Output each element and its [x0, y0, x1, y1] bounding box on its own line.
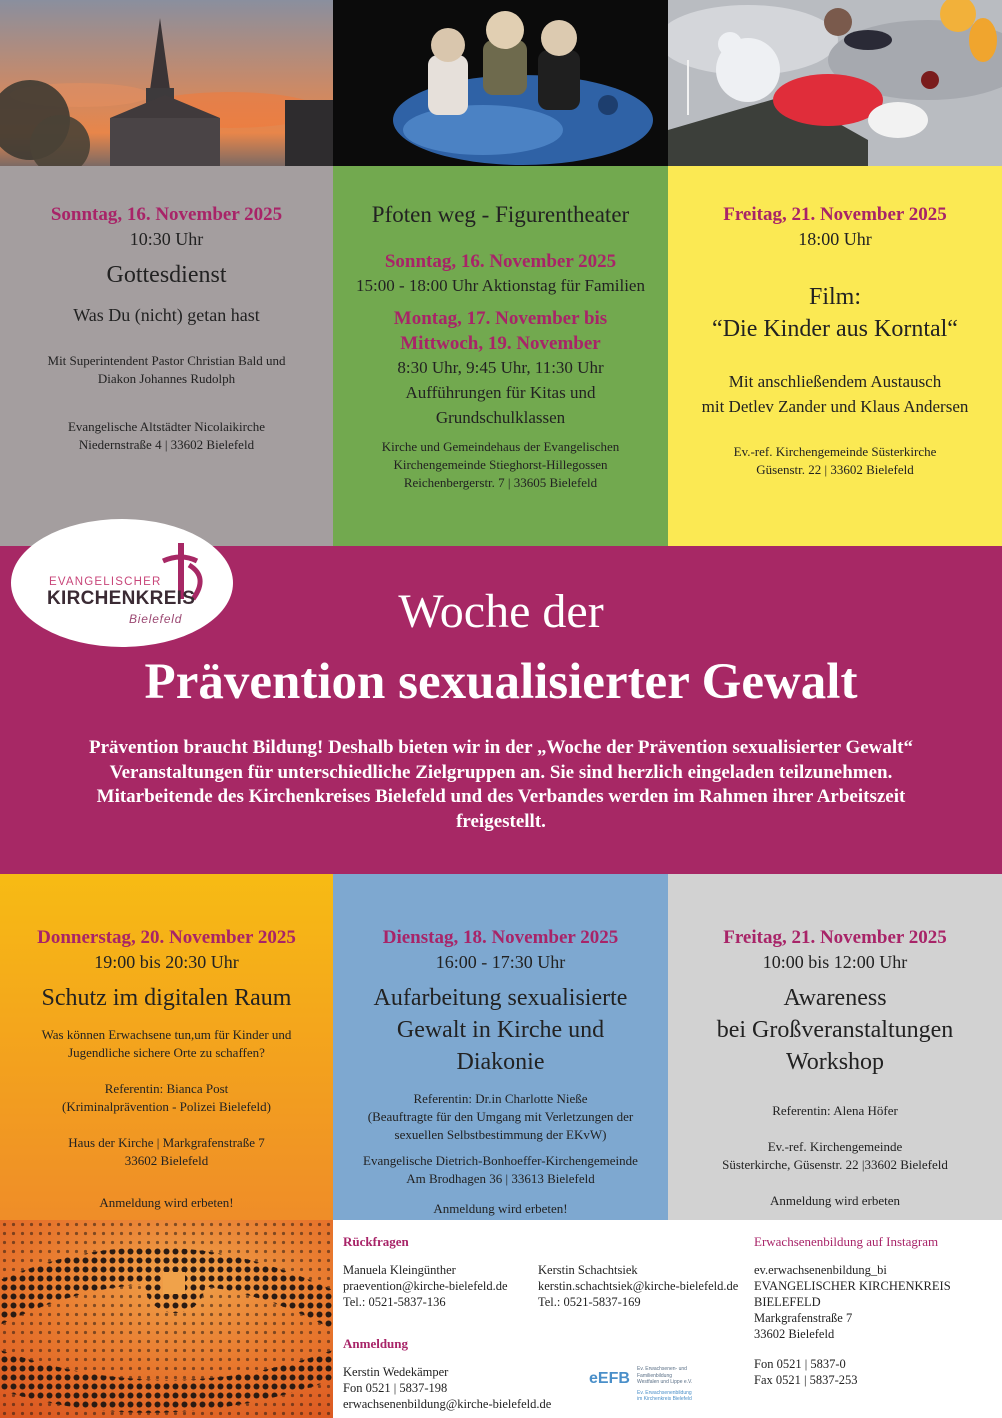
event-date: Sonntag, 16. November 2025: [50, 204, 283, 225]
anmeldung-section: [343, 1336, 551, 1412]
event-speaker: (Beauftragte für den Umgang mit Verletzungen der: [367, 1109, 634, 1124]
event-speaker: (Kriminalprävention - Polizei Bielefeld): [61, 1099, 271, 1114]
contact-email[interactable]: kerstin.schachtsiek@kirche-bielefeld.de: [538, 1279, 739, 1293]
event-figurentheater: [333, 166, 668, 546]
contact-name: Kerstin Schachtsiek: [538, 1263, 638, 1277]
event-date: Donnerstag, 20. November 2025: [37, 927, 296, 948]
anmeldung-label: Anmeldung: [343, 1336, 409, 1351]
event-registration-note: Anmeldung wird erbeten!: [433, 1201, 568, 1216]
event-title: “Die Kinder aus Korntal“: [712, 316, 958, 342]
event-time: 10:30 Uhr: [129, 229, 204, 249]
event-title: Awareness: [783, 985, 887, 1011]
event-gottesdienst: [0, 166, 333, 546]
event-venue: Ev.-ref. Kirchengemeinde: [767, 1139, 903, 1154]
eefb-line: Familienbildung: [637, 1372, 673, 1379]
contact-name: Kerstin Wedekämper: [343, 1365, 449, 1379]
contact-area: [333, 1220, 1002, 1418]
banner-text-line: Prävention braucht Bildung! Deshalb bieten wir in der „Woche der Prävention sexualisierter Gewalt“: [88, 737, 914, 758]
banner-title: Woche der: [398, 585, 604, 638]
org-street: Markgrafenstraße 7: [754, 1311, 853, 1325]
contact-email[interactable]: praevention@kirche-bielefeld.de: [343, 1279, 508, 1293]
event-venue: Güsenstr. 22 | 33602 Bielefeld: [756, 462, 914, 477]
org-fax: Fax 0521 | 5837-253: [754, 1373, 858, 1387]
banner-text-line: freigestellt.: [456, 810, 546, 832]
event-time: 10:00 bis 12:00 Uhr: [762, 952, 908, 972]
contact-phone: Fon 0521 | 5837-198: [343, 1381, 448, 1395]
logo-line1: EVANGELISCHER: [49, 576, 162, 588]
org-name: BIELEFELD: [754, 1295, 821, 1309]
event-title: Gottesdienst: [106, 262, 227, 288]
photo-row: [0, 0, 1002, 166]
halftone-eye-graphic: [0, 1220, 333, 1418]
church-tower-photo: [0, 0, 333, 166]
event-speaker: Referentin: Bianca Post: [104, 1081, 229, 1096]
event-date: Sonntag, 16. November 2025: [384, 251, 617, 272]
event-time: 16:00 - 17:30 Uhr: [435, 952, 566, 972]
footer: [0, 1220, 1002, 1418]
event-venue: Reichenbergerstr. 7 | 33605 Bielefeld: [403, 475, 598, 490]
top-events-row: [0, 166, 1002, 546]
instagram-section: [754, 1234, 951, 1388]
event-awareness: [668, 874, 1002, 1220]
org-name: EVANGELISCHER KIRCHENKREIS: [754, 1279, 951, 1293]
event-venue: Haus der Kirche | Markgrafenstraße 7: [68, 1135, 265, 1150]
contact-phone: Tel.: 0521-5837-136: [343, 1295, 446, 1309]
event-time: 8:30 Uhr, 9:45 Uhr, 11:30 Uhr: [397, 358, 604, 377]
event-people: Mit Superintendent Pastor Christian Bald und: [47, 353, 286, 368]
instagram-handle[interactable]: ev.erwachsenenbildung_bi: [754, 1263, 887, 1277]
event-time: 15:00 - 18:00 Uhr Aktionstag für Familien: [356, 276, 645, 295]
event-subtitle: Was Du (nicht) getan hast: [73, 305, 260, 325]
event-title: Schutz im digitalen Raum: [41, 985, 292, 1011]
event-venue: Süsterkirche, Güsenstr. 22 |33602 Bielefeld: [722, 1157, 948, 1172]
event-time: 19:00 bis 20:30 Uhr: [94, 952, 239, 972]
event-venue: Am Brodhagen 36 | 33613 Bielefeld: [406, 1171, 595, 1186]
event-title: Gewalt in Kirche und: [396, 1017, 605, 1043]
eefb-line: Westfalen und Lippe e.V.: [637, 1379, 693, 1385]
event-title: Diakonie: [456, 1049, 545, 1075]
event-question: Jugendliche sichere Orte zu schaffen?: [68, 1045, 265, 1060]
event-date: Mittwoch, 19. November: [400, 333, 601, 354]
banner-text-line: Mitarbeitende des Kirchenkreises Bielefeld und des Verbandes werden im Rahmen ihrer Arbeitszeit: [96, 786, 906, 807]
event-info: Aufführungen für Kitas und: [405, 383, 596, 402]
contact-name: Manuela Kleingünther: [343, 1263, 456, 1277]
rueckfragen-label: Rückfragen: [343, 1234, 409, 1249]
rueckfragen-section: [343, 1234, 508, 1310]
instagram-label: Erwachsenenbildung auf Instagram: [754, 1234, 939, 1249]
event-title: Workshop: [785, 1049, 885, 1075]
contact-email[interactable]: erwachsenenbildung@kirche-bielefeld.de: [343, 1397, 552, 1411]
logo-line3: Bielefeld: [129, 612, 183, 626]
eefb-line: Ev. Erwachsenenbildung: [637, 1389, 692, 1396]
event-title: Film:: [808, 284, 862, 310]
event-venue: Niedernstraße 4 | 33602 Bielefeld: [78, 437, 255, 452]
bottom-events-row: [0, 874, 1002, 1220]
event-date: Montag, 17. November bis: [393, 308, 608, 329]
puppet-theatre-photo: [333, 0, 668, 166]
event-time: 18:00 Uhr: [798, 229, 872, 249]
org-city: 33602 Bielefeld: [754, 1327, 835, 1341]
banner-headline: Prävention sexualisierter Gewalt: [144, 654, 858, 710]
event-aufarbeitung: [333, 874, 668, 1220]
event-info: Grundschulklassen: [435, 408, 566, 427]
event-people: Diakon Johannes Rudolph: [97, 371, 236, 386]
event-subtitle: mit Detlev Zander und Klaus Andersen: [701, 397, 969, 416]
event-registration-note: Anmeldung wird erbeten!: [99, 1195, 234, 1210]
event-venue: Kirche und Gemeindehaus der Evangelischen: [381, 439, 620, 454]
event-title: bei Großveranstaltungen: [716, 1017, 954, 1043]
event-date: Freitag, 21. November 2025: [723, 204, 947, 225]
event-title: Pfoten weg - Figurentheater: [371, 202, 630, 227]
event-film: [668, 166, 1002, 546]
event-venue: Kirchengemeinde Stieghorst-Hillegossen: [393, 457, 608, 472]
org-phone: Fon 0521 | 5837-0: [754, 1357, 846, 1371]
event-speaker: Referentin: Alena Höfer: [772, 1103, 898, 1118]
event-venue: Evangelische Dietrich-Bonhoeffer-Kirchengemeinde: [363, 1153, 638, 1168]
event-venue: Ev.-ref. Kirchengemeinde Süsterkirche: [733, 444, 937, 459]
kirchenkreis-logo: [11, 519, 233, 647]
logo-line2: KIRCHENKREIS: [47, 588, 196, 609]
event-date: Dienstag, 18. November 2025: [382, 927, 619, 948]
event-question: Was können Erwachsene tun,um für Kinder und: [41, 1027, 292, 1042]
event-speaker: sexuellen Selbstbestimmung der EKvW): [394, 1127, 607, 1142]
event-subtitle: Mit anschließendem Austausch: [728, 372, 942, 391]
eefb-logo-text: eEFB: [589, 1370, 630, 1387]
banner-text-line: Veranstaltungen für unterschiedliche Zielgruppen an. Sie sind herzlich eingeladen teilzunehmen.: [109, 761, 893, 783]
banner-text: [40, 736, 962, 834]
eefb-line: Ev. Erwachsenen- und: [637, 1366, 687, 1372]
event-venue: Evangelische Altstädter Nicolaikirche: [67, 419, 266, 434]
event-speaker: Referentin: Dr.in Charlotte Nieße: [413, 1091, 588, 1106]
event-venue: 33602 Bielefeld: [124, 1153, 209, 1168]
teddy-balloons-photo: [668, 0, 1002, 166]
eefb-line: im Kirchenkreis Bielefeld: [637, 1396, 692, 1402]
contact-phone: Tel.: 0521-5837-169: [538, 1295, 641, 1309]
event-digital: [0, 874, 333, 1220]
event-registration-note: Anmeldung wird erbeten: [770, 1193, 900, 1208]
event-title: Aufarbeitung sexualisierte: [373, 985, 628, 1011]
event-date: Freitag, 21. November 2025: [723, 927, 947, 948]
contact-2: [538, 1262, 738, 1310]
